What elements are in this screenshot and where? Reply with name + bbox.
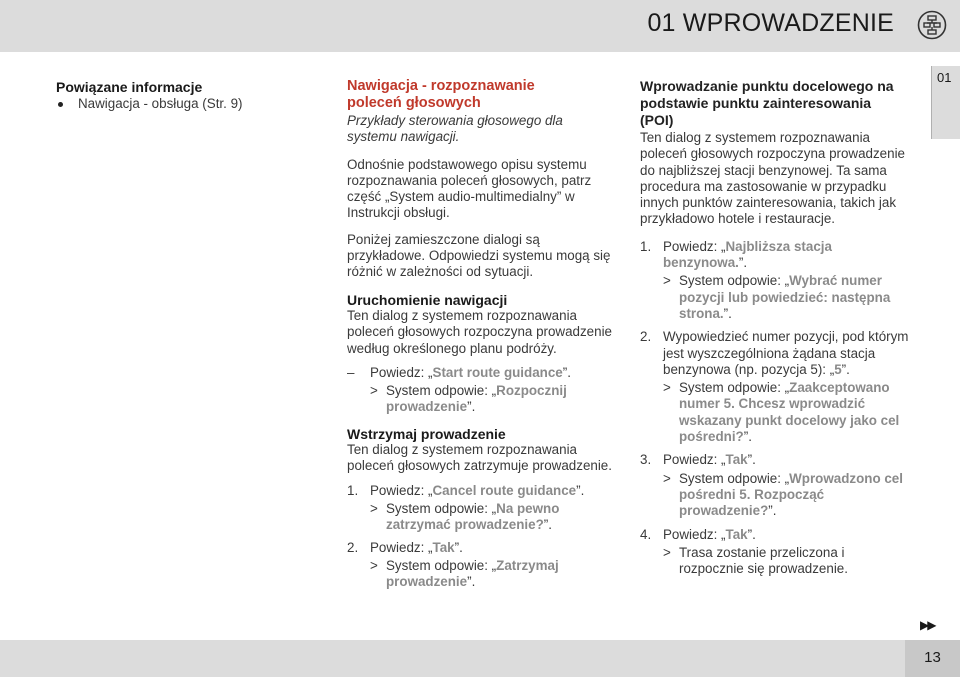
say-prefix: Powiedz: „ <box>370 539 433 555</box>
step-line <box>347 483 612 499</box>
say-prefix: Powiedz: „ <box>663 452 726 468</box>
say-suffix: ”. <box>562 364 571 380</box>
subsection-text: Ten dialog z systemem rozpoznawania poleceń głosowych zatrzymuje prowadzenie. <box>347 442 612 474</box>
system-response-plain: Trasa zostanie przeliczona i rozpocznie się prowadzenie. <box>679 544 848 577</box>
step-number: 2. <box>347 539 359 555</box>
say-prefix: Powiedz: „ <box>370 364 433 380</box>
response-line <box>640 471 910 520</box>
related-link[interactable]: Nawigacja - obsługa (Str. 9) <box>78 96 243 112</box>
section-heading: Wprowadzanie punktu docelowego na podstawie punktu zainteresowania (POI) <box>640 78 894 128</box>
response-marker: > <box>370 383 378 399</box>
voice-command: Tak <box>725 526 748 542</box>
say-suffix: ”. <box>738 255 748 271</box>
response-suffix: ”. <box>743 429 752 445</box>
response-prefix: System odpowie: „ <box>679 380 790 396</box>
subsection-heading: Uruchomienie nawigacji <box>347 291 508 308</box>
step-number: 1. <box>640 238 652 254</box>
bullet-icon <box>58 102 63 107</box>
section-title: Nawigacja - rozpoznawanie poleceń głosowych <box>347 78 535 111</box>
system-response: Rozpocznij prowadzenie <box>386 383 567 415</box>
response-marker: > <box>663 273 671 289</box>
system-response: Wybrać numer pozycji lub powiedzieć: następna strona. <box>679 273 891 321</box>
voice-command: Start route guidance <box>432 364 563 380</box>
step-line <box>640 527 910 543</box>
response-suffix: ”. <box>723 305 732 321</box>
step-line <box>640 452 910 468</box>
response-prefix: System odpowie: „ <box>386 557 497 573</box>
dash-marker: – <box>347 364 355 380</box>
response-prefix: System odpowie: „ <box>386 500 497 516</box>
response-suffix: ”. <box>543 517 552 533</box>
response-prefix: System odpowie: „ <box>679 470 790 486</box>
subsection-heading: Wstrzymaj prowadzenie <box>347 425 506 442</box>
response-suffix: ”. <box>467 574 476 590</box>
step-number: 4. <box>640 526 652 542</box>
voice-command: Tak <box>725 452 748 468</box>
say-suffix: ”. <box>841 361 850 377</box>
voice-command: Tak <box>432 539 455 555</box>
say-suffix: ”. <box>454 539 463 555</box>
subsection-text: Ten dialog z systemem rozpoznawania poleceń głosowych rozpoczyna prowadzenie według określonego planu podróży. <box>347 307 612 356</box>
step-line <box>640 329 910 378</box>
page-number: 13 <box>924 649 941 666</box>
say-suffix: ”. <box>747 452 756 468</box>
say-prefix: Powiedz: „ <box>370 482 433 498</box>
chapter-title: 01 WPROWADZENIE <box>647 9 894 37</box>
response-marker: > <box>663 380 671 396</box>
response-marker: > <box>663 470 671 486</box>
middle-column <box>347 78 612 590</box>
response-line <box>347 501 612 534</box>
tab-divider <box>931 66 932 139</box>
page-header <box>0 0 960 52</box>
say-prefix: Powiedz: „ <box>663 238 726 254</box>
say-prefix: Wypowiedzieć numer pozycji, pod którym jest wyszczególniona żądana stacja benzynowa (np. pozycja 5): „ <box>663 329 909 377</box>
response-marker: > <box>370 557 378 573</box>
step-number: 2. <box>640 329 652 345</box>
say-suffix: ”. <box>747 526 756 542</box>
response-line <box>640 545 910 578</box>
response-prefix: System odpowie: „ <box>679 273 790 289</box>
chapter-tab[interactable] <box>931 66 960 139</box>
response-marker: > <box>370 500 378 516</box>
say-suffix: ”. <box>576 482 585 498</box>
related-item[interactable] <box>56 96 306 112</box>
right-column <box>640 78 910 577</box>
response-suffix: ”. <box>768 503 777 519</box>
response-line <box>347 558 612 591</box>
intro-paragraph: Odnośnie podstawowego opisu systemu rozpoznawania poleceń głosowych, patrz część „System audio-multimedialny” w Instrukcji obsługi. <box>347 156 592 221</box>
section-subtitle: Przykłady sterowania głosowego dla systemu nawigacji. <box>347 113 563 145</box>
response-line <box>640 273 910 322</box>
response-prefix: System odpowie: „ <box>386 383 497 399</box>
page-footer <box>0 640 960 677</box>
step-number: 1. <box>347 482 359 498</box>
system-response: Zaakceptowano numer 5. Chcesz wprowadzić wskazany punkt docelowy jako cel pośredni? <box>679 380 900 445</box>
response-marker: > <box>663 544 671 560</box>
flowchart-icon <box>917 10 947 40</box>
chapter-tab-label: 01 <box>937 70 952 85</box>
section-text: Ten dialog z systemem rozpoznawania poleceń głosowych rozpoczyna prowadzenie do najbliższej stacji benzynowej. Ta sama procedura ma zastosowanie w przypadku innych punktów zainteresowania, takich jak przykładowo hotele i restauracje. <box>640 130 905 227</box>
response-suffix: ”. <box>467 399 476 415</box>
system-response: Na pewno zatrzymać prowadzenie? <box>386 500 560 533</box>
left-column <box>56 79 306 113</box>
voice-command: Cancel route guidance <box>432 482 577 498</box>
note-paragraph: Poniżej zamieszczone dialogi są przykładowe. Odpowiedzi systemu mogą się różnić w zależności od sytuacji. <box>347 231 611 280</box>
continue-arrow-icon: ▶▶ <box>920 618 935 632</box>
say-line <box>347 365 612 381</box>
response-line <box>347 383 612 416</box>
step-line <box>347 540 612 556</box>
step-line <box>640 239 910 272</box>
system-response: Wprowadzono cel pośredni 5. Rozpocząć prowadzenie? <box>679 470 903 519</box>
system-response: Zatrzymaj prowadzenie <box>386 557 559 590</box>
page-number-box <box>905 640 960 677</box>
say-prefix: Powiedz: „ <box>663 526 726 542</box>
response-line <box>640 380 910 445</box>
voice-command: Najbliższa stacja benzynowa. <box>663 238 832 271</box>
related-heading: Powiązane informacje <box>56 79 203 95</box>
voice-command: 5 <box>834 361 842 377</box>
step-number: 3. <box>640 452 652 468</box>
